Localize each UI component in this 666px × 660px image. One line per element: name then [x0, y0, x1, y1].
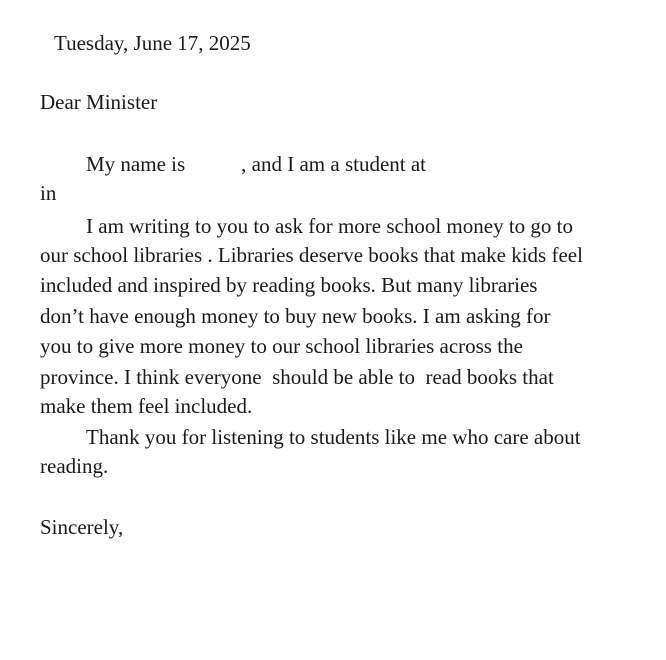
- intro-line-2: in: [40, 181, 57, 205]
- intro-line: [86, 149, 426, 179]
- body-line: make them feel included.: [40, 394, 253, 418]
- thanks-line: Thank you for listening to students like me who care about: [86, 425, 581, 449]
- body-line: I am writing to you to ask for more school money to go to: [86, 214, 574, 238]
- intro-after-name: , and I am a student at: [241, 152, 427, 176]
- body-line: our school libraries . Libraries deserve books that make kids feel: [40, 243, 583, 267]
- letter-date: Tuesday, June 17, 2025: [54, 31, 251, 55]
- salutation: Dear Minister: [40, 90, 158, 114]
- closing: Sincerely,: [40, 515, 124, 539]
- body-line: don’t have enough money to buy new books. I am asking for: [40, 304, 551, 328]
- body-line: included and inspired by reading books. But many libraries: [40, 273, 538, 297]
- body-line: province. I think everyone should be able to read books that: [40, 365, 554, 389]
- intro-before-name: My name is: [86, 152, 186, 176]
- thanks-line: reading.: [40, 454, 109, 478]
- body-line: you to give more money to our school libraries across the: [40, 334, 523, 358]
